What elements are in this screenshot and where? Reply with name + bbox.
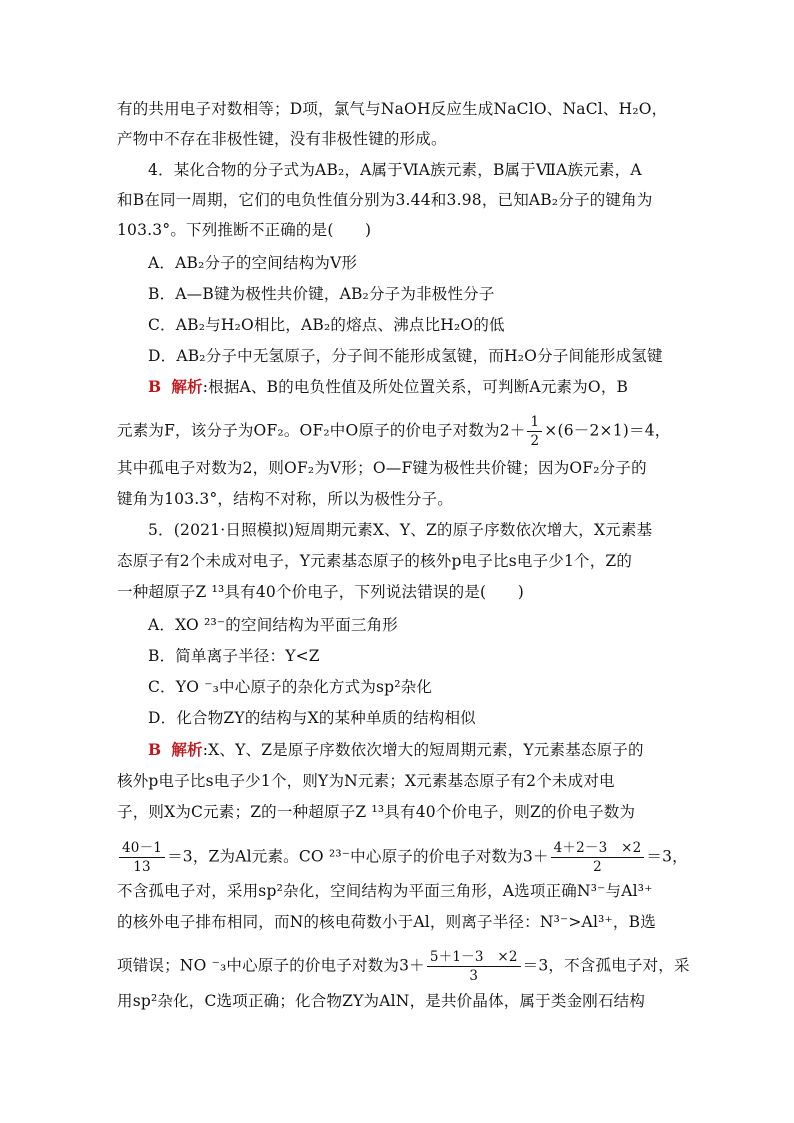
- fraction-denominator: 2: [593, 859, 602, 875]
- solution-text: 元素为F，该分子为OF₂。OF₂中O原子的价电子对数为2＋: [117, 421, 526, 440]
- question-4-stem: 103.3°。下列推断不正确的是( ): [117, 221, 372, 239]
- solution-line: [117, 413, 677, 450]
- fraction-numerator: 5＋1－3 ×2: [427, 948, 521, 967]
- solution-text: ＝3，Z为Al元素。CO ²³⁻中心原子的价电子对数为3＋: [167, 847, 549, 866]
- option-d: D．AB₂分子中无氢原子，分子间不能形成氢键，而H₂O分子间能形成氢键: [148, 347, 663, 365]
- solution-text: :根据A、B的电负性值及所处位置关系，可判断A元素为O，B: [202, 378, 629, 396]
- fraction-denominator: 2: [530, 433, 540, 449]
- text-line: 有的共用电子对数相等；D项，氯气与NaOH反应生成NaClO、NaCl、H₂O，: [117, 100, 668, 118]
- option-a: A．AB₂分子的空间结构为V形: [148, 254, 358, 272]
- solution-line: 的核外电子排布相同，而N的核电荷数小于Al，则离子半径：N³⁻>Al³⁺，B选: [117, 913, 656, 931]
- fraction-denominator: 3: [469, 968, 479, 984]
- solution-text: 项错误；NO ⁻₃中心原子的价电子对数为3＋: [117, 956, 425, 975]
- fraction: [551, 839, 645, 876]
- question-5-stem: 5．(2021·日照模拟)短周期元素X、Y、Z的原子序数依次增大，X元素基: [148, 521, 653, 539]
- fraction: [427, 948, 521, 985]
- option-d: D．化合物ZY的结构与X的某种单质的结构相似: [148, 709, 476, 727]
- option-c: C．YO ⁻₃中心原子的杂化方式为sp²杂化: [148, 678, 433, 696]
- question-5-stem: 态原子有2个未成对电子，Y元素基态原子的核外p电子比s电子少1个，Z的: [117, 552, 633, 570]
- solution-text: :X、Y、Z是原子序数依次增大的短周期元素，Y元素基态原子的: [202, 741, 644, 759]
- fraction-denominator: 13: [133, 859, 151, 875]
- option-c: C．AB₂与H₂O相比，AB₂的熔点、沸点比H₂O的低: [148, 316, 505, 334]
- solution-line: 不含孤电子对，采用sp²杂化，空间结构为平面三角形，A选项正确N³⁻与Al³⁺: [117, 882, 653, 900]
- answer-letter: B: [148, 377, 162, 396]
- question-4-stem: 4．某化合物的分子式为AB₂，A属于ⅥA族元素，B属于ⅦA族元素，A: [148, 161, 642, 179]
- option-b: B．简单离子半径：Y<Z: [148, 647, 320, 665]
- solution-text: ×(6－2×1)＝4，: [544, 421, 671, 440]
- solution-line: [148, 737, 708, 763]
- fraction-numerator: 40－1: [119, 839, 165, 858]
- solution-line: 用sp²杂化，C选项正确；化合物ZY为AlN，是共价晶体，属于类金刚石结构: [117, 992, 646, 1010]
- option-b: B．A—B键为极性共价键，AB₂分子为非极性分子: [148, 285, 495, 303]
- question-5-stem: 一种超原子Z ¹³具有40个价电子，下列说法错误的是( ): [117, 583, 524, 601]
- solution-label: 解析: [171, 740, 203, 759]
- solution-line: 子，则X为C元素；Z的一种超原子Z ¹³具有40个价电子，则Z的价电子数为: [117, 803, 636, 821]
- solution-line: 键角为103.3°，结构不对称，所以为极性分子。: [117, 490, 453, 508]
- option-a: A．XO ²³⁻的空间结构为平面三角形: [148, 616, 398, 634]
- solution-line: [117, 839, 688, 876]
- solution-line: 其中孤电子对数为2，则OF₂为V形；O—F键为极性共价键；因为OF₂分子的: [117, 459, 647, 477]
- solution-line: 核外p电子比s电子少1个，则Y为N元素；X元素基态原子有2个未成对电: [117, 772, 615, 790]
- fraction: [119, 839, 165, 876]
- solution-text: ＝3，不含孤电子对，采: [522, 956, 690, 975]
- solution-line: [148, 374, 708, 400]
- answer-letter: B: [148, 740, 162, 759]
- fraction-numerator: 4＋2－3 ×2: [551, 839, 645, 858]
- solution-text: ＝3，: [646, 847, 688, 866]
- question-4-stem: 和B在同一周期，它们的电负性值分别为3.44和3.98，已知AB₂分子的键角为: [117, 191, 653, 209]
- solution-label: 解析: [171, 377, 203, 396]
- text-line: 产物中不存在非极性键，没有非极性键的形成。: [117, 130, 447, 148]
- fraction: [527, 413, 542, 450]
- solution-line: [117, 948, 690, 985]
- fraction-numerator: 1: [527, 413, 542, 432]
